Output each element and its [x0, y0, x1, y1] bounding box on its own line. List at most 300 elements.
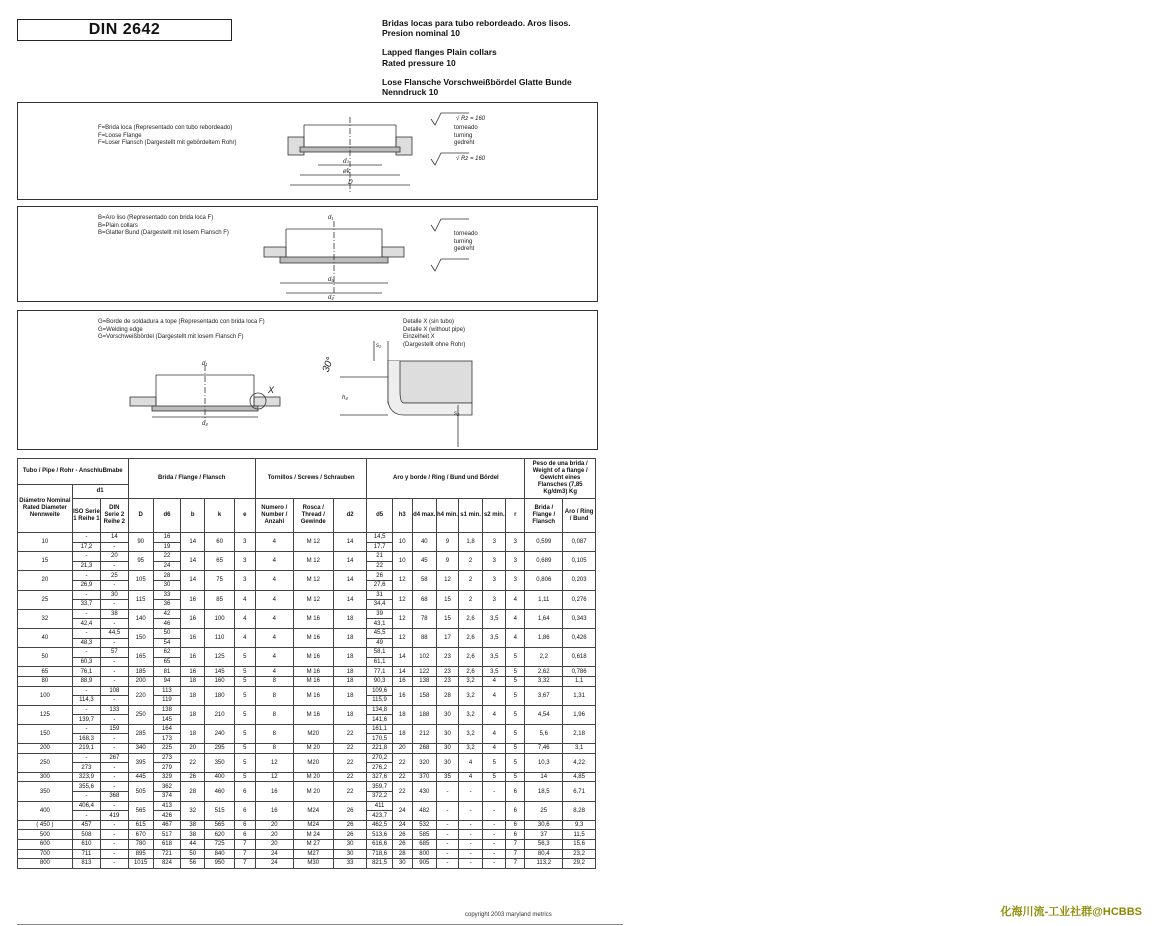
- cell-d5: 39: [367, 609, 392, 619]
- cell-s2: -: [483, 820, 506, 830]
- cell-iso: -: [72, 705, 100, 715]
- cell-wf: 1,86: [525, 628, 563, 647]
- cell-s1: -: [459, 840, 483, 850]
- table-row: [18, 859, 596, 869]
- cell-r: 5: [506, 667, 525, 677]
- cell-D: 185: [128, 667, 153, 677]
- cell-d2: 18: [333, 705, 367, 724]
- cell-wf: 37: [525, 830, 563, 840]
- cell-din: -: [101, 859, 128, 869]
- cell-h3: 10: [392, 533, 412, 552]
- cell-h3: 22: [392, 782, 412, 801]
- cell-thread: M20: [293, 753, 333, 772]
- cell-e: 5: [234, 753, 255, 772]
- legend-line: G=Borde de soldadura a tope (Representado con brida loca F): [98, 319, 265, 325]
- cell-num: 4: [255, 609, 293, 628]
- cell-iso: 711: [72, 849, 100, 859]
- col-k: k: [205, 499, 234, 533]
- cell-d6: 54: [153, 638, 180, 648]
- cell-d5: 43,1: [367, 619, 392, 629]
- cell-wf: 56,3: [525, 840, 563, 850]
- svg-text:s₂: s₂: [454, 411, 460, 417]
- cell-num: 4: [255, 552, 293, 571]
- cell-s1: 3,2: [459, 705, 483, 724]
- cell-din: -: [101, 561, 128, 571]
- cell-b: 16: [181, 667, 205, 677]
- cell-d5: 26: [367, 571, 392, 581]
- cell-iso: -: [72, 648, 100, 658]
- cell-D: 140: [128, 609, 153, 628]
- dimension-table: [17, 458, 596, 869]
- diagram-welding-edge: [17, 310, 598, 450]
- cell-s2: 3,5: [483, 667, 506, 677]
- cell-h4: -: [436, 782, 458, 801]
- cell-d2: 26: [333, 830, 367, 840]
- cell-iso: -: [72, 590, 100, 600]
- cell-din: -: [101, 801, 128, 811]
- cell-thread: M 16: [293, 686, 333, 705]
- cell-k: 950: [205, 859, 234, 869]
- cell-d2: 30: [333, 849, 367, 859]
- cell-wf: 0,689: [525, 552, 563, 571]
- finish-line: turning: [454, 132, 473, 139]
- cell-b: 50: [181, 849, 205, 859]
- cell-h4: 9: [436, 552, 458, 571]
- cell-d2: 14: [333, 552, 367, 571]
- table-row: [18, 801, 596, 811]
- cell-s2: 4: [483, 676, 506, 686]
- cell-s2: 3: [483, 590, 506, 609]
- cell-e: 6: [234, 830, 255, 840]
- cell-h4: 35: [436, 772, 458, 782]
- cell-d2: 22: [333, 753, 367, 772]
- cell-d2: 30: [333, 840, 367, 850]
- title-de-2: Nenndruck 10: [382, 87, 439, 98]
- cell-d6: 225: [153, 744, 180, 754]
- cell-D: 395: [128, 753, 153, 772]
- cell-h3: 16: [392, 676, 412, 686]
- table-row: [18, 782, 596, 792]
- cell-num: 12: [255, 772, 293, 782]
- cell-d4: 212: [412, 724, 436, 743]
- cell-din: -: [101, 619, 128, 629]
- cell-dn: ( 450 ): [18, 820, 73, 830]
- cell-b: 14: [181, 533, 205, 552]
- cell-d6: 30: [153, 580, 180, 590]
- cell-wr: 4,22: [563, 753, 596, 772]
- cell-r: 6: [506, 820, 525, 830]
- roughness-symbol: √ Rz = 160: [456, 116, 486, 122]
- angle-label: 30°: [320, 355, 337, 374]
- cell-s1: -: [459, 820, 483, 830]
- col-D: D: [128, 499, 153, 533]
- roughness-symbol: √ Rz = 160: [456, 156, 486, 162]
- cell-e: 4: [234, 628, 255, 647]
- cell-din: -: [101, 744, 128, 754]
- cell-e: 7: [234, 859, 255, 869]
- cell-k: 725: [205, 840, 234, 850]
- cell-wr: 0,426: [563, 628, 596, 647]
- cell-din: -: [101, 830, 128, 840]
- cell-s2: 4: [483, 744, 506, 754]
- cell-D: 565: [128, 801, 153, 820]
- cell-D: 285: [128, 724, 153, 743]
- cell-din: 267: [101, 753, 128, 763]
- cell-b: 14: [181, 552, 205, 571]
- cell-num: 8: [255, 724, 293, 743]
- cell-iso: 273: [72, 763, 100, 773]
- cell-iso: -: [72, 686, 100, 696]
- cell-num: 8: [255, 705, 293, 724]
- detail-line: Detalle X (sin tubo): [403, 319, 455, 325]
- table-row: [18, 609, 596, 619]
- group-ring: Aro y borde / Ring / Bund und Bördel: [367, 459, 525, 499]
- cell-k: 180: [205, 686, 234, 705]
- cell-d5: 27,6: [367, 580, 392, 590]
- cell-k: 840: [205, 849, 234, 859]
- cell-d4: 685: [412, 840, 436, 850]
- cell-s2: 5: [483, 753, 506, 772]
- cell-wf: 7,46: [525, 744, 563, 754]
- cell-d5: 45,5: [367, 628, 392, 638]
- cell-k: 565: [205, 820, 234, 830]
- cell-d6: 721: [153, 849, 180, 859]
- cell-h4: -: [436, 840, 458, 850]
- cell-d6: 467: [153, 820, 180, 830]
- cell-d5: 462,5: [367, 820, 392, 830]
- cell-d4: 138: [412, 676, 436, 686]
- cell-num: 20: [255, 840, 293, 850]
- cell-wf: 4,54: [525, 705, 563, 724]
- cell-h3: 26: [392, 840, 412, 850]
- cell-s1: 3,2: [459, 676, 483, 686]
- cell-d6: 42: [153, 609, 180, 619]
- title-es-2: Presion nominal 10: [382, 28, 460, 39]
- detail-note-g: [403, 319, 465, 349]
- cell-dn: 800: [18, 859, 73, 869]
- cell-thread: M24: [293, 820, 333, 830]
- cell-r: 7: [506, 849, 525, 859]
- cell-din: -: [101, 657, 128, 667]
- cell-h3: 20: [392, 744, 412, 754]
- cell-e: 3: [234, 533, 255, 552]
- cell-d2: 18: [333, 667, 367, 677]
- cell-r: 5: [506, 686, 525, 705]
- watermark: 化海川流-工业社群@HCBBS: [1000, 906, 1142, 918]
- cell-wf: 3,67: [525, 686, 563, 705]
- cell-num: 4: [255, 648, 293, 667]
- cell-iso: 21,3: [72, 561, 100, 571]
- cell-thread: M 16: [293, 667, 333, 677]
- collar-b-drawing: [18, 207, 597, 301]
- cell-wr: 0,618: [563, 648, 596, 667]
- col-d4: d4 max.: [412, 499, 436, 533]
- cell-d2: 14: [333, 571, 367, 590]
- col-d1: d1: [72, 485, 128, 499]
- table-row: [18, 753, 596, 763]
- col-num: Numero / Number / Anzahl: [255, 499, 293, 533]
- cell-D: 615: [128, 820, 153, 830]
- cell-d4: 88: [412, 628, 436, 647]
- table-row: [18, 667, 596, 677]
- cell-D: 95: [128, 552, 153, 571]
- cell-iso: 168,3: [72, 734, 100, 744]
- cell-iso: 17,2: [72, 542, 100, 552]
- cell-b: 56: [181, 859, 205, 869]
- cell-D: 250: [128, 705, 153, 724]
- svg-text:d₅: d₅: [328, 277, 334, 283]
- cell-iso: 508: [72, 830, 100, 840]
- copyright: copyright 2003 maryland metrics: [465, 912, 552, 918]
- cell-b: 18: [181, 676, 205, 686]
- cell-din: -: [101, 542, 128, 552]
- cell-dn: 250: [18, 753, 73, 772]
- cell-thread: M 12: [293, 571, 333, 590]
- cell-wf: 0,806: [525, 571, 563, 590]
- welding-edge-drawing: [18, 311, 597, 449]
- cell-D: 505: [128, 782, 153, 801]
- cell-d5: 821,5: [367, 859, 392, 869]
- table-row: [18, 686, 596, 696]
- cell-d2: 22: [333, 782, 367, 801]
- cell-r: 7: [506, 840, 525, 850]
- cell-h4: 28: [436, 686, 458, 705]
- cell-dn: 100: [18, 686, 73, 705]
- cell-d6: 273: [153, 753, 180, 763]
- cell-k: 85: [205, 590, 234, 609]
- cell-wf: 113,2: [525, 859, 563, 869]
- cell-s1: -: [459, 801, 483, 820]
- cell-h4: 17: [436, 628, 458, 647]
- cell-h4: -: [436, 830, 458, 840]
- cell-d6: 36: [153, 600, 180, 610]
- cell-thread: M20: [293, 724, 333, 743]
- cell-din: 57: [101, 648, 128, 658]
- cell-thread: M 16: [293, 609, 333, 628]
- cell-iso: 88,9: [72, 676, 100, 686]
- cell-D: 340: [128, 744, 153, 754]
- cell-s2: -: [483, 830, 506, 840]
- cell-din: -: [101, 772, 128, 782]
- svg-text:øk: øk: [343, 168, 351, 175]
- cell-d5: 141,6: [367, 715, 392, 725]
- table-row: [18, 533, 596, 543]
- cell-r: 4: [506, 590, 525, 609]
- cell-s1: 2: [459, 590, 483, 609]
- cell-d6: 28: [153, 571, 180, 581]
- cell-s1: -: [459, 849, 483, 859]
- cell-dn: 10: [18, 533, 73, 552]
- cell-h3: 22: [392, 772, 412, 782]
- cell-d6: 279: [153, 763, 180, 773]
- detail-line: (Dargestellt ohne Rohr): [403, 341, 466, 348]
- cell-h3: 12: [392, 628, 412, 647]
- table-row: [18, 648, 596, 658]
- cell-s1: -: [459, 859, 483, 869]
- cell-num: 4: [255, 571, 293, 590]
- cell-d5: 134,8: [367, 705, 392, 715]
- cell-e: 6: [234, 782, 255, 801]
- cell-h4: -: [436, 820, 458, 830]
- cell-d5: 276,2: [367, 763, 392, 773]
- cell-h4: 30: [436, 744, 458, 754]
- cell-iso: -: [72, 552, 100, 562]
- cell-e: 7: [234, 849, 255, 859]
- cell-dn: 15: [18, 552, 73, 571]
- table-body: [18, 533, 596, 869]
- cell-d6: 81: [153, 667, 180, 677]
- cell-iso: 26,9: [72, 580, 100, 590]
- cell-thread: M 27: [293, 840, 333, 850]
- cell-wr: 0,203: [563, 571, 596, 590]
- col-h3: h3: [392, 499, 412, 533]
- svg-text:h₄: h₄: [342, 395, 348, 401]
- cell-s1: 2,6: [459, 648, 483, 667]
- cell-b: 26: [181, 772, 205, 782]
- cell-d6: 19: [153, 542, 180, 552]
- cell-d6: 16: [153, 533, 180, 543]
- svg-text:d₄: d₄: [328, 295, 334, 301]
- cell-r: 5: [506, 744, 525, 754]
- cell-thread: M 12: [293, 533, 333, 552]
- cell-d4: 585: [412, 830, 436, 840]
- cell-din: -: [101, 840, 128, 850]
- cell-s2: -: [483, 801, 506, 820]
- cell-e: 3: [234, 552, 255, 571]
- cell-d5: 17,7: [367, 542, 392, 552]
- cell-b: 18: [181, 705, 205, 724]
- cell-r: 3: [506, 533, 525, 552]
- cell-din: 44,5: [101, 628, 128, 638]
- cell-d5: 372,2: [367, 792, 392, 802]
- cell-e: 7: [234, 840, 255, 850]
- cell-h4: 23: [436, 667, 458, 677]
- cell-h3: 10: [392, 552, 412, 571]
- cell-iso: -: [72, 609, 100, 619]
- col-weight-flange: Brida / Flange / Flansch: [525, 499, 563, 533]
- cell-d5: 170,5: [367, 734, 392, 744]
- col-s2: s2 min.: [483, 499, 506, 533]
- cell-wf: 10,3: [525, 753, 563, 772]
- cell-dn: 50: [18, 648, 73, 667]
- cell-r: 6: [506, 830, 525, 840]
- cell-h3: 12: [392, 590, 412, 609]
- cell-s1: 2: [459, 552, 483, 571]
- cell-wr: 3,1: [563, 744, 596, 754]
- cell-num: 4: [255, 628, 293, 647]
- cell-d5: 49: [367, 638, 392, 648]
- cell-s2: -: [483, 859, 506, 869]
- cell-din: -: [101, 676, 128, 686]
- cell-num: 4: [255, 533, 293, 552]
- cell-d6: 33: [153, 590, 180, 600]
- cell-iso: 139,7: [72, 715, 100, 725]
- cell-din: 133: [101, 705, 128, 715]
- cell-wr: 0,276: [563, 590, 596, 609]
- col-d6: d6: [153, 499, 180, 533]
- cell-dn: 350: [18, 782, 73, 801]
- cell-h4: 15: [436, 609, 458, 628]
- cell-e: 6: [234, 801, 255, 820]
- cell-num: 4: [255, 590, 293, 609]
- cell-h3: 22: [392, 753, 412, 772]
- cell-d6: 329: [153, 772, 180, 782]
- cell-D: 1015: [128, 859, 153, 869]
- cell-b: 16: [181, 648, 205, 667]
- cell-dn: 80: [18, 676, 73, 686]
- cell-wr: 2,18: [563, 724, 596, 743]
- col-din: DIN Serie 2 Reihe 2: [101, 499, 128, 533]
- table-row: [18, 772, 596, 782]
- cell-d5: 411: [367, 801, 392, 811]
- cell-D: 200: [128, 676, 153, 686]
- cell-d6: 164: [153, 724, 180, 734]
- cell-din: -: [101, 734, 128, 744]
- cell-s2: 3,5: [483, 609, 506, 628]
- cell-s2: 3: [483, 571, 506, 590]
- cell-wr: 0,105: [563, 552, 596, 571]
- cell-wf: 25: [525, 801, 563, 820]
- cell-iso: 60,3: [72, 657, 100, 667]
- cell-dn: 600: [18, 840, 73, 850]
- cell-d4: 122: [412, 667, 436, 677]
- cell-h3: 18: [392, 705, 412, 724]
- cell-iso: 42,4: [72, 619, 100, 629]
- cell-s1: 1,8: [459, 533, 483, 552]
- cell-d5: 109,6: [367, 686, 392, 696]
- cell-dn: 40: [18, 628, 73, 647]
- cell-D: 105: [128, 571, 153, 590]
- cell-thread: M 16: [293, 628, 333, 647]
- cell-d6: 517: [153, 830, 180, 840]
- cell-s1: 3,2: [459, 724, 483, 743]
- finish-note-b: [454, 231, 478, 254]
- finish-line: torneado: [454, 231, 478, 237]
- cell-r: 3: [506, 552, 525, 571]
- cell-s2: 3,5: [483, 628, 506, 647]
- cell-num: 8: [255, 744, 293, 754]
- cell-s1: 4: [459, 753, 483, 772]
- cell-iso: -: [72, 533, 100, 543]
- col-iso: ISO Serie 1 Reihe 1: [72, 499, 100, 533]
- cell-d2: 22: [333, 744, 367, 754]
- cell-s1: 2,6: [459, 667, 483, 677]
- cell-din: 368: [101, 792, 128, 802]
- cell-wr: 1,96: [563, 705, 596, 724]
- cell-d6: 362: [153, 782, 180, 792]
- table-row: [18, 820, 596, 830]
- cell-h4: 23: [436, 648, 458, 667]
- cell-iso: 76,1: [72, 667, 100, 677]
- cell-d6: 24: [153, 561, 180, 571]
- col-s1: s1 min.: [459, 499, 483, 533]
- cell-wf: 3,32: [525, 676, 563, 686]
- cell-d6: 113: [153, 686, 180, 696]
- cell-s1: 3,2: [459, 686, 483, 705]
- cell-s1: 2,6: [459, 628, 483, 647]
- cell-d2: 18: [333, 648, 367, 667]
- cell-b: 28: [181, 782, 205, 801]
- cell-dn: 400: [18, 801, 73, 820]
- cell-h3: 28: [392, 849, 412, 859]
- cell-din: 108: [101, 686, 128, 696]
- cell-d4: 78: [412, 609, 436, 628]
- cell-d5: 34,4: [367, 600, 392, 610]
- cell-dn: 200: [18, 744, 73, 754]
- cell-iso: -: [72, 628, 100, 638]
- table-row: [18, 590, 596, 600]
- cell-thread: M27: [293, 849, 333, 859]
